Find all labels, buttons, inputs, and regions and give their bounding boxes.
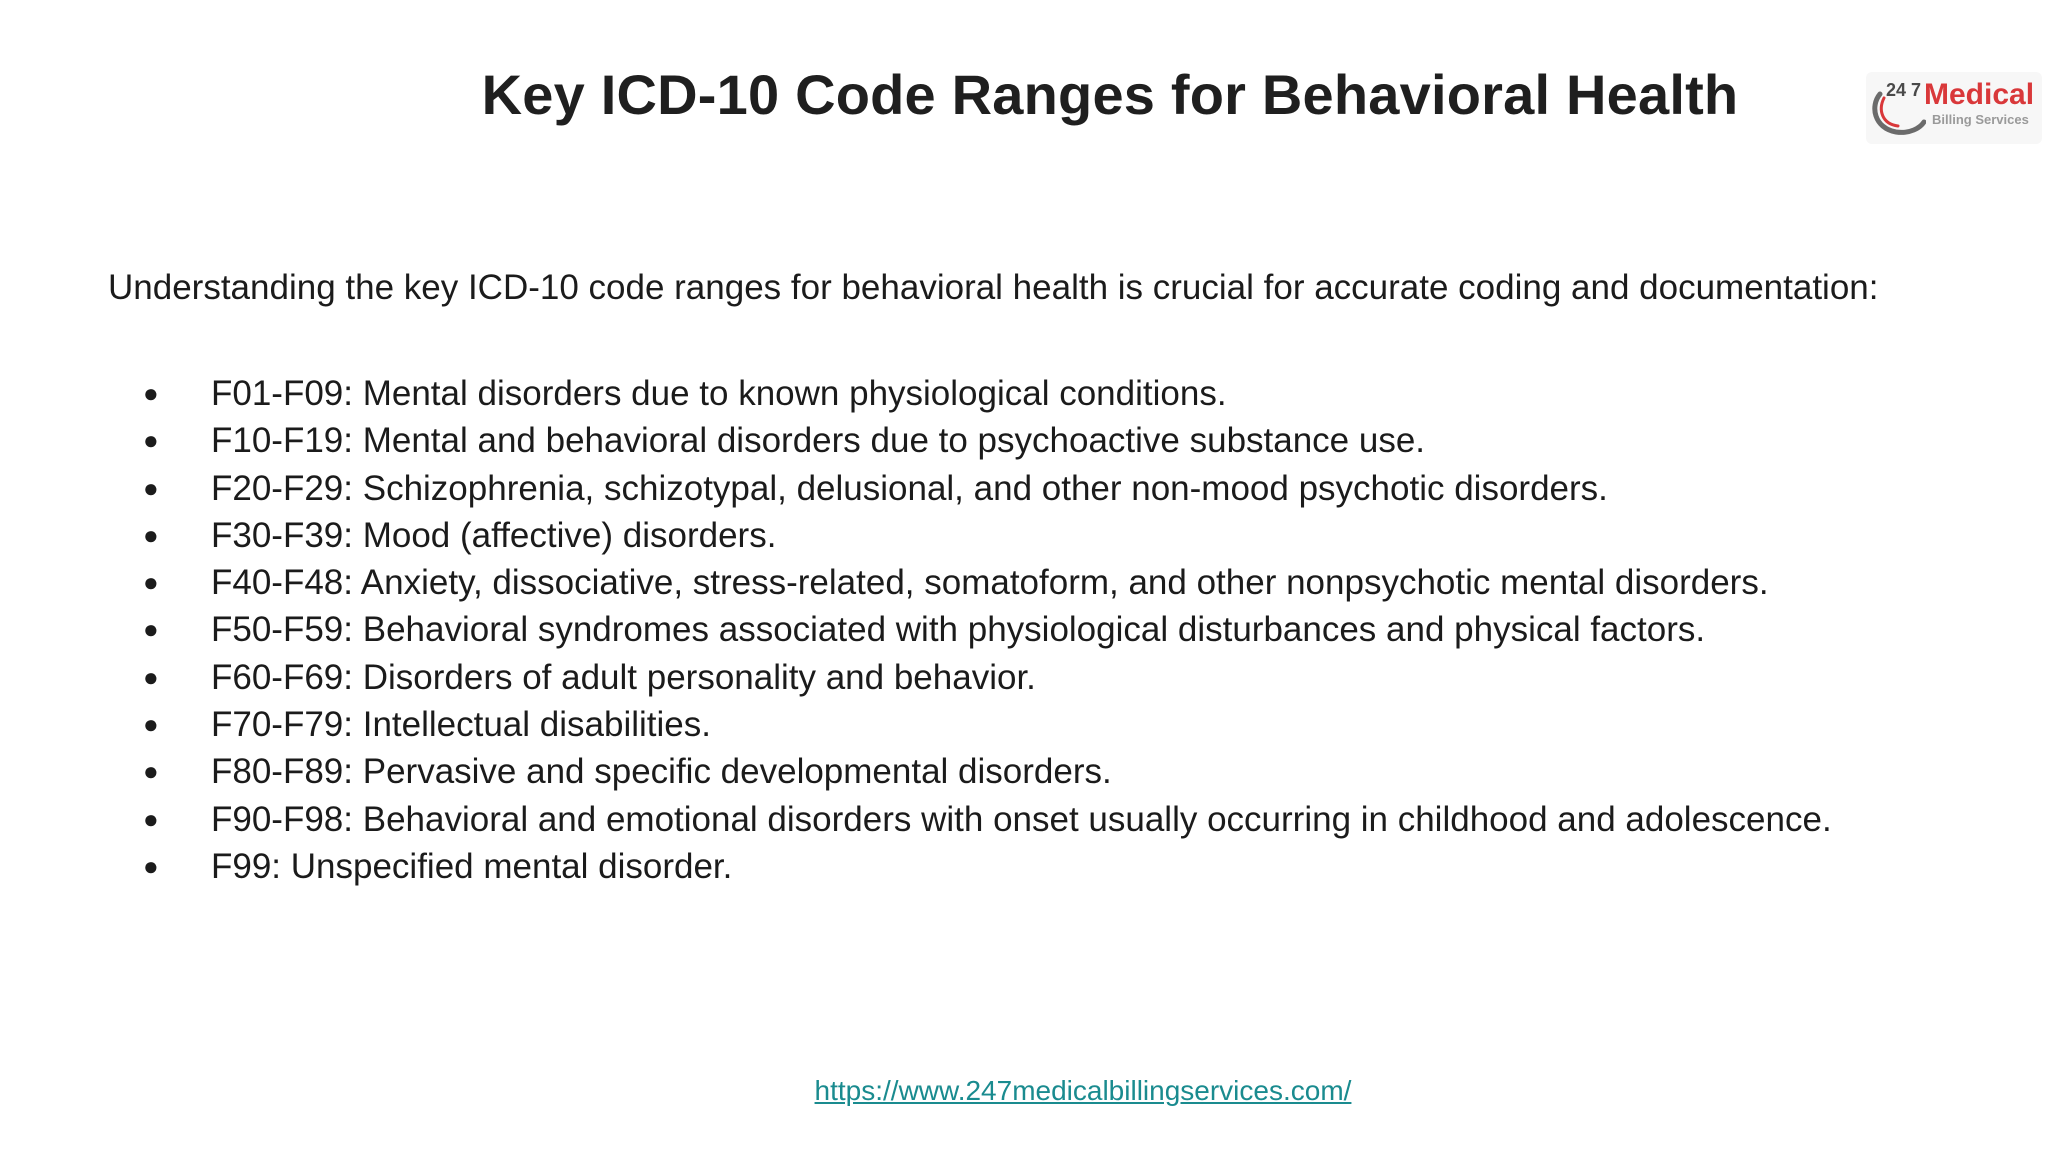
list-item-text: F40-F48: Anxiety, dissociative, stress-related, somatoform, and other nonpsychotic mental disorders. (211, 563, 1769, 603)
list-item-text: F60-F69: Disorders of adult personality and behavior. (211, 657, 1036, 697)
list-item-text: F10-F19: Mental and behavioral disorders due to psychoactive substance use. (211, 421, 1426, 461)
footer-website-link[interactable]: https://www.247medicalbillingservices.com/ (814, 1075, 1352, 1106)
list-item-text: F20-F29: Schizophrenia, schizotypal, delusional, and other non-mood psychotic disorders. (211, 468, 1608, 508)
list-item-text: F30-F39: Mood (affective) disorders. (211, 515, 777, 555)
bullet-icon: ● (143, 709, 159, 740)
list-item-text: F50-F59: Behavioral syndromes associated with physiological disturbances and physical factors. (211, 610, 1706, 650)
bullet-icon: ● (143, 614, 159, 645)
list-item-text: F01-F09: Mental disorders due to known physiological conditions. (211, 374, 1227, 413)
bullet-icon: ● (143, 425, 159, 456)
company-logo (1866, 72, 2042, 144)
bullet-icon: ● (143, 850, 159, 881)
list-item-text: F90-F98: Behavioral and emotional disorders with onset usually occurring in childhood and adolescence. (211, 799, 1832, 839)
bullet-icon: ● (143, 756, 159, 787)
logo-number: 24 7 (1886, 80, 1922, 100)
bullet-icon: ● (143, 567, 159, 598)
list-item-text: F99: Unspecified mental disorder. (211, 846, 733, 886)
slide-title: Key ICD-10 Code Ranges for Behavioral Health (481, 63, 1739, 126)
bullet-icon: ● (143, 378, 159, 408)
list-item-text: F80-F89: Pervasive and specific developmental disorders. (211, 752, 1112, 792)
logo-main-text: Medical (1924, 78, 2035, 111)
bullet-icon: ● (143, 519, 159, 550)
bullet-icon: ● (143, 661, 159, 692)
logo-sub-text: Billing Services (1932, 112, 2029, 127)
list-item-text: F70-F79: Intellectual disabilities. (211, 705, 711, 745)
intro-paragraph: Understanding the key ICD-10 code ranges for behavioral health is crucial for accurate coding and documentation: (108, 268, 1879, 307)
bullet-icon: ● (143, 472, 159, 503)
bullet-icon: ● (143, 803, 159, 834)
